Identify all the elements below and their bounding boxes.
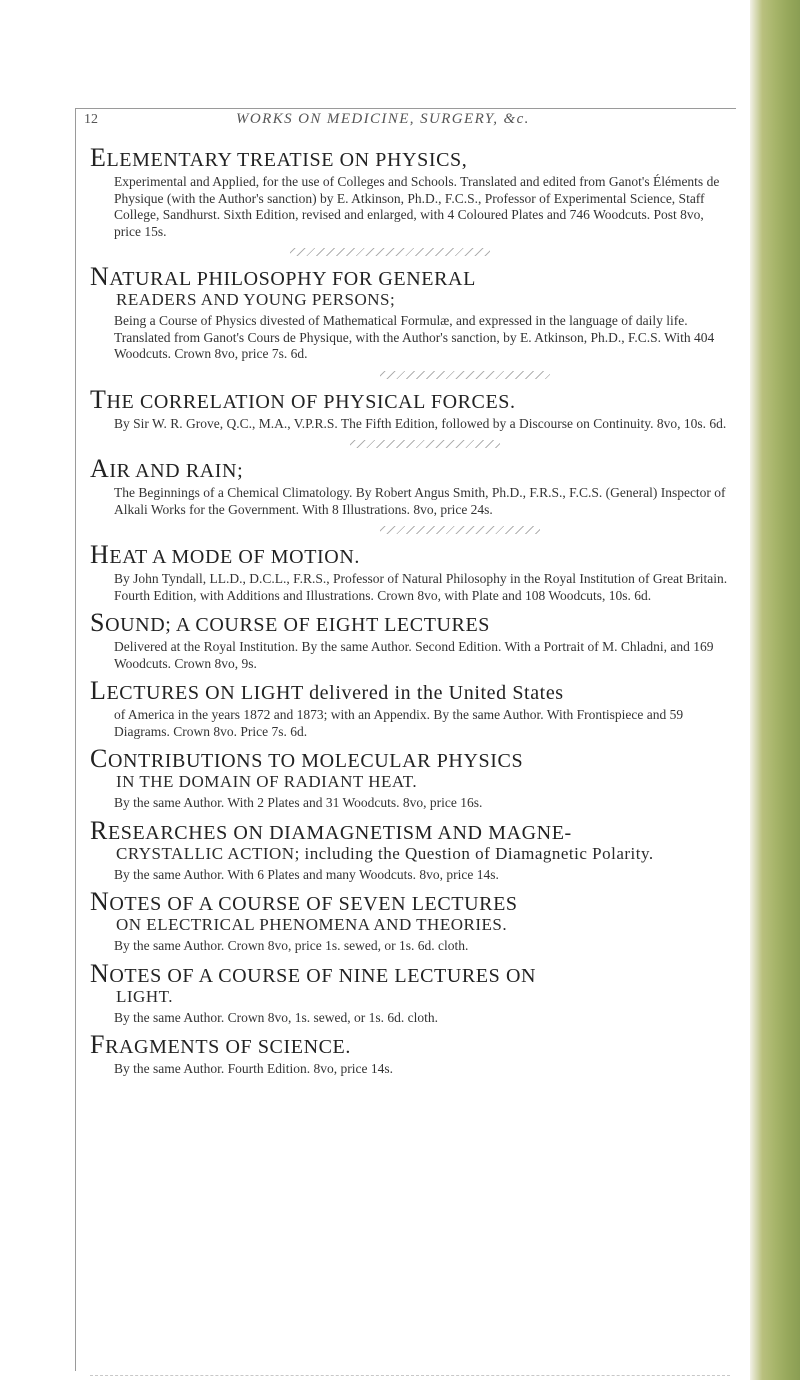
- divider: [380, 526, 540, 534]
- running-head: WORKS ON MEDICINE, SURGERY, &c.: [236, 111, 530, 127]
- entry-description: Being a Course of Physics divested of Mathematical Formulæ, and expressed in the language of daily life. Translated from Ganot's Cours de Physique, with the Author's sanction, by E. Atkinson, Ph.D., F.C.S. With 404 Woodcuts. Crown 8vo, price 7s. 6d.: [114, 313, 715, 361]
- entry-description: By the same Author. With 2 Plates and 31 Woodcuts. 8vo, price 16s.: [114, 795, 483, 810]
- entry-description: Delivered at the Royal Institution. By the same Author. Second Edition. With a Portrait of M. Chladni, and 169 Woodcuts. Crown 8vo, 9s.: [114, 639, 714, 671]
- entry-title: NATURAL PHILOSOPHY FOR GENERAL: [90, 262, 476, 291]
- page-number: 12: [84, 112, 98, 127]
- entry-title: ELEMENTARY TREATISE ON PHYSICS,: [90, 143, 468, 172]
- entry-lectures-on-light: [90, 676, 730, 740]
- entry-subtitle: ON ELECTRICAL PHENOMENA AND THEORIES.: [116, 915, 508, 934]
- divider: [350, 440, 500, 448]
- divider: [290, 248, 490, 256]
- entry-nine-lectures: [90, 958, 730, 1027]
- entry-sound: [90, 608, 730, 672]
- entry-description: By John Tyndall, LL.D., D.C.L., F.R.S., Professor of Natural Philosophy in the Royal Institution of Great Britain. Fourth Edition, with Additions and Illustrations. Crown 8vo, with Plate and 108 Woodcuts, 10s. 6d.: [114, 571, 728, 603]
- entry-description: By the same Author. With 6 Plates and many Woodcuts. 8vo, price 14s.: [114, 866, 499, 882]
- entry-title: CONTRIBUTIONS TO MOLECULAR PHYSICS: [90, 744, 524, 773]
- entry-title: THE CORRELATION OF PHYSICAL FORCES.: [90, 384, 516, 414]
- entry-subtitle: READERS AND YOUNG PERSONS;: [116, 290, 396, 309]
- entry-elementary-treatise: [90, 143, 730, 240]
- entry-diamagnetism: [90, 815, 730, 884]
- entry-description: The Beginnings of a Chemical Climatology. By Robert Angus Smith, Ph.D., F.R.S., F.C.S. (General) Inspector of Alkali Works for the Government. With 8 Illustrations. 8vo, price 24s.: [114, 485, 726, 517]
- entry-title: AIR AND RAIN;: [90, 454, 244, 483]
- entry-subtitle: CRYSTALLIC ACTION; including the Question of Diamagnetic Polarity.: [116, 843, 654, 863]
- entry-title: NOTES OF A COURSE OF SEVEN LECTURES: [90, 887, 518, 916]
- entry-heat-mode-motion: [90, 540, 730, 604]
- divider: [380, 371, 550, 379]
- entry-title: RESEARCHES ON DIAMAGNETISM AND MAGNE-: [90, 815, 572, 845]
- page-header: [76, 109, 736, 133]
- page-body: [75, 108, 736, 1371]
- entry-seven-lectures: [90, 887, 730, 955]
- entry-subtitle: IN THE DOMAIN OF RADIANT HEAT.: [116, 772, 418, 791]
- entry-fragments-science: [90, 1030, 730, 1078]
- entry-title: HEAT A MODE OF MOTION.: [90, 540, 360, 569]
- entries-list: [90, 143, 730, 1078]
- entry-description: By the same Author. Fourth Edition. 8vo, price 14s.: [114, 1061, 393, 1076]
- footer-rule: [90, 1375, 730, 1379]
- entry-title: NOTES OF A COURSE OF NINE LECTURES ON: [90, 958, 537, 988]
- entry-title: SOUND; A COURSE OF EIGHT LECTURES: [90, 608, 491, 637]
- book-edge: [750, 0, 800, 1380]
- entry-description: of America in the years 1872 and 1873; with an Appendix. By the same Author. With Frontispiece and 59 Diagrams. Crown 8vo. Price 7s. 6d.: [114, 707, 684, 739]
- entry-title: FRAGMENTS OF SCIENCE.: [90, 1030, 351, 1059]
- entry-title: LECTURES ON LIGHT delivered in the United States: [90, 676, 564, 705]
- entry-description: Experimental and Applied, for the use of Colleges and Schools. Translated and edited from Ganot's Éléments de Physique (with the Author's sanction) by E. Atkinson, Ph.D., F.C.S., Professor of Experimental Science, Staff College, Sandhurst. Sixth Edition, revised and enlarged, with 4 Coloured Plates and 746 Woodcuts. Post 8vo, price 15s.: [114, 174, 720, 239]
- entry-description: By the same Author. Crown 8vo, 1s. sewed, or 1s. 6d. cloth.: [114, 1009, 438, 1025]
- entry-description: By Sir W. R. Grove, Q.C., M.A., V.P.R.S. The Fifth Edition, followed by a Discourse on Continuity. 8vo, 10s. 6d.: [114, 415, 727, 431]
- entry-natural-philosophy: [90, 262, 730, 363]
- entry-air-and-rain: [90, 454, 730, 518]
- entry-description: By the same Author. Crown 8vo, price 1s. sewed, or 1s. 6d. cloth.: [114, 938, 469, 953]
- entry-subtitle: LIGHT.: [116, 986, 173, 1006]
- entry-molecular-physics: [90, 744, 730, 812]
- entry-correlation-forces: [90, 384, 730, 433]
